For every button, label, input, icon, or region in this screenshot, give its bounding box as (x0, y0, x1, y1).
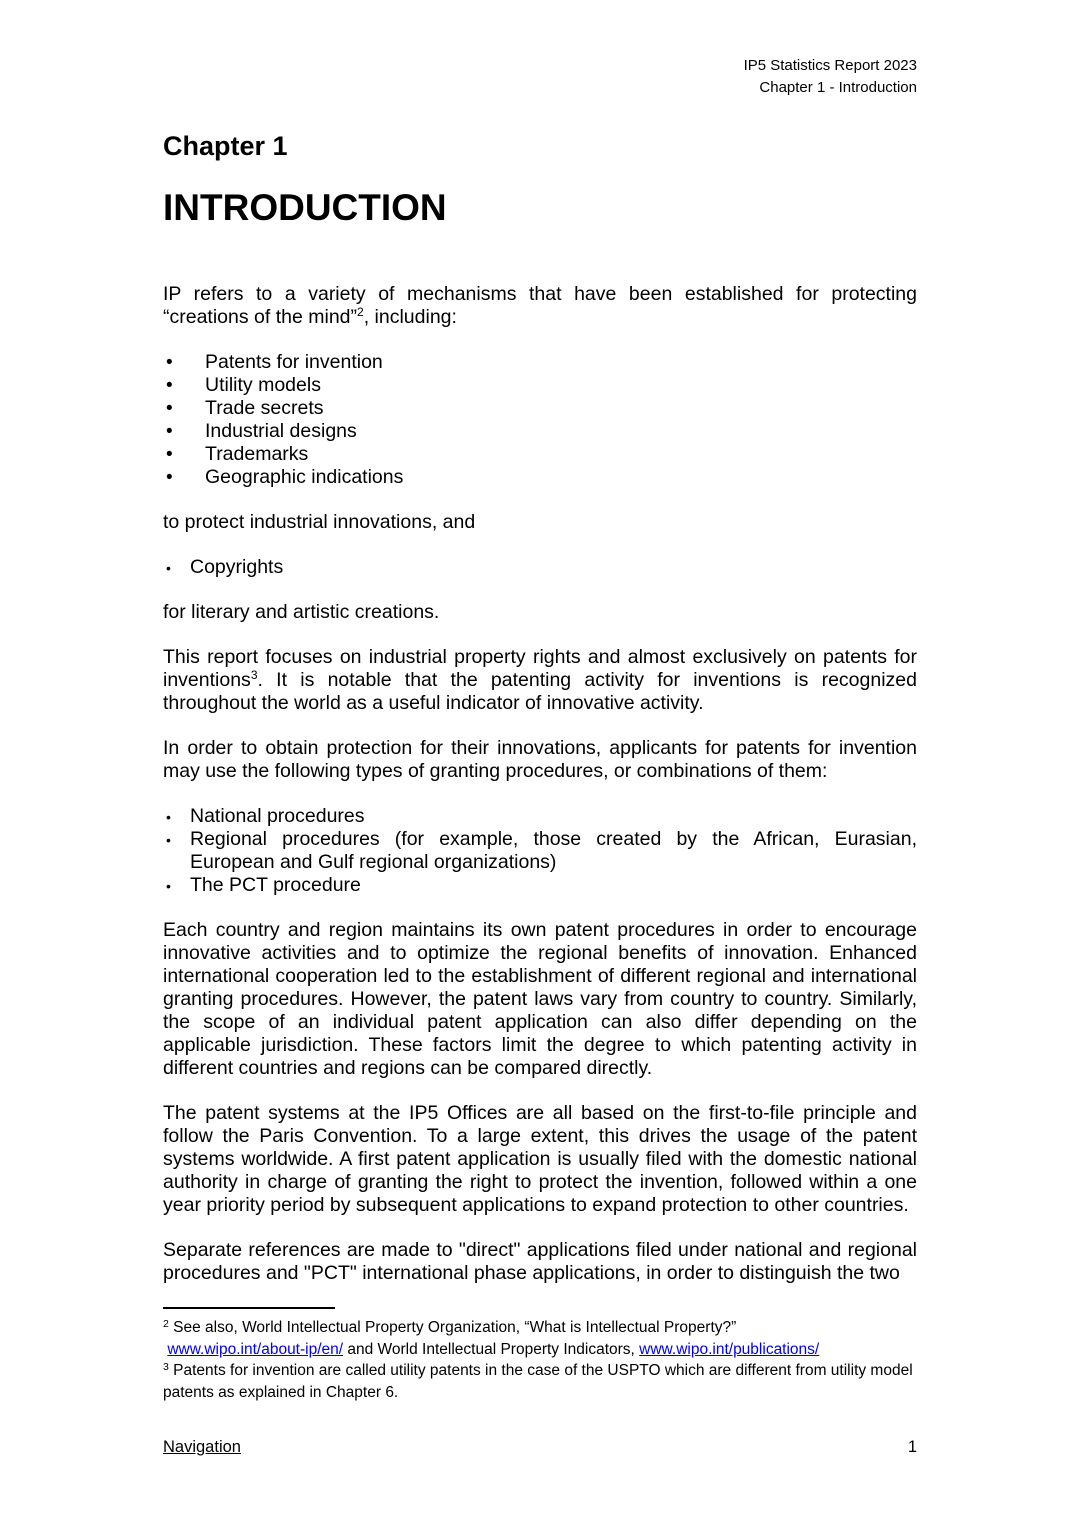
list-item (163, 805, 917, 828)
bullet-icon: • (166, 560, 171, 576)
page-header (163, 55, 917, 99)
bullet-icon: • (166, 878, 171, 894)
list-item-label: Regional procedures (for example, those created by the African, Eurasian, European and Gulf regional organizations) (190, 828, 917, 873)
footnote-3 (163, 1360, 917, 1403)
page-content (163, 0, 917, 1403)
footnote-2-mid-text: and World Intellectual Property Indicators, (343, 1340, 640, 1358)
chapter-label: Chapter 1 (163, 131, 288, 161)
bullet-icon: • (166, 352, 173, 373)
ip-mechanisms-list (163, 351, 917, 489)
list-item-label: Trademarks (205, 443, 309, 465)
footnote-ref-3: 3 (250, 668, 258, 682)
bullet-icon: • (166, 421, 173, 442)
list-item-label: Trade secrets (205, 397, 324, 419)
list-item (163, 874, 917, 897)
footnote-3-marker: 3 (163, 1361, 169, 1373)
wipo-publications-link[interactable]: www.wipo.int/publications/ (639, 1340, 820, 1358)
intro-text-cont: , including: (363, 306, 457, 328)
list-item (163, 443, 917, 466)
footnote-ref-2: 2 (357, 305, 364, 319)
list-item-label: Industrial designs (205, 420, 357, 442)
wipo-about-link[interactable]: www.wipo.int/about-ip/en/ (167, 1340, 344, 1358)
literary-paragraph: for literary and artistic creations. (163, 601, 440, 623)
bullet-icon: • (166, 832, 171, 848)
list-item (163, 374, 917, 397)
bullet-icon: • (166, 375, 173, 396)
list-item (163, 351, 917, 374)
navigation-link[interactable]: Navigation (163, 1438, 241, 1456)
list-item-label: National procedures (190, 805, 365, 827)
chapter-subtitle: Chapter 1 - Introduction (759, 79, 917, 96)
list-item-label: Patents for invention (205, 351, 383, 373)
list-item (163, 397, 917, 420)
list-item (163, 420, 917, 443)
list-item (163, 556, 917, 579)
footnote-2-line2 (163, 1339, 917, 1361)
bullet-icon: • (166, 444, 173, 465)
report-focus-text-cont: . It is notable that the patenting activity for inventions is recognized throughout the world as a useful indicator of innovative activity. (163, 669, 917, 714)
intro-text: IP refers to a variety of mechanisms that have been established for protecting “creations of the mind” (163, 283, 917, 328)
list-item-label: Copyrights (190, 556, 284, 578)
list-item (163, 828, 917, 874)
footnote-separator (163, 1307, 335, 1309)
footnote-2 (163, 1317, 917, 1360)
footnote-2-marker: 2 (163, 1318, 169, 1330)
page-number: 1 (907, 1438, 917, 1456)
procedures-list (163, 805, 917, 897)
bullet-icon: • (166, 398, 173, 419)
bullet-icon: • (166, 809, 171, 825)
footnote-3-text: Patents for invention are called utility patents in the case of the USPTO which are different from utility model patents as explained in Chapter 6. (163, 1362, 913, 1401)
list-item-label: Geographic indications (205, 466, 404, 488)
list-item-label: The PCT procedure (190, 874, 361, 896)
copyrights-list (163, 556, 917, 579)
page-title: INTRODUCTION (163, 187, 447, 228)
report-focus-paragraph (163, 646, 917, 715)
footnote-2-text: See also, World Intellectual Property Organization, “What is Intellectual Property?” (168, 1319, 737, 1336)
list-item-label: Utility models (205, 374, 321, 396)
list-item (163, 466, 917, 489)
separate-references-paragraph: Separate references are made to "direct" applications filed under national and regional procedures and "PCT" international phase applications, in order to distinguish the two (163, 1239, 917, 1284)
footnote-2-line1 (163, 1317, 917, 1339)
patent-systems-paragraph: The patent systems at the IP5 Offices are all based on the first-to-file principle and follow the Paris Convention. To a large extent, this drives the usage of the patent systems worldwide. A first patent application is usually filed with the domestic national authority in charge of granting the right to protect the invention, followed within a one year priority period by subsequent applications to expand protection to other countries. (163, 1102, 917, 1216)
intro-paragraph (163, 283, 917, 329)
page-footer (163, 1437, 917, 1457)
report-focus-text: This report focuses on industrial property rights and almost exclusively on patents for inventions (163, 646, 917, 691)
bullet-icon: • (166, 467, 173, 488)
report-title: IP5 Statistics Report 2023 (743, 57, 917, 74)
protection-paragraph: In order to obtain protection for their innovations, applicants for patents for invention may use the following types of granting procedures, or combinations of them: (163, 737, 917, 782)
protect-paragraph: to protect industrial innovations, and (163, 511, 476, 533)
each-country-paragraph: Each country and region maintains its own patent procedures in order to encourage innovative activities and to optimize the regional benefits of innovation. Enhanced international cooperation led to the establishment of different regional and international granting procedures. However, the patent laws vary from country to country. Similarly, the scope of an individual patent application can also differ depending on the applicable jurisdiction. These factors limit the degree to which patenting activity in different countries and regions can be compared directly. (163, 919, 917, 1079)
